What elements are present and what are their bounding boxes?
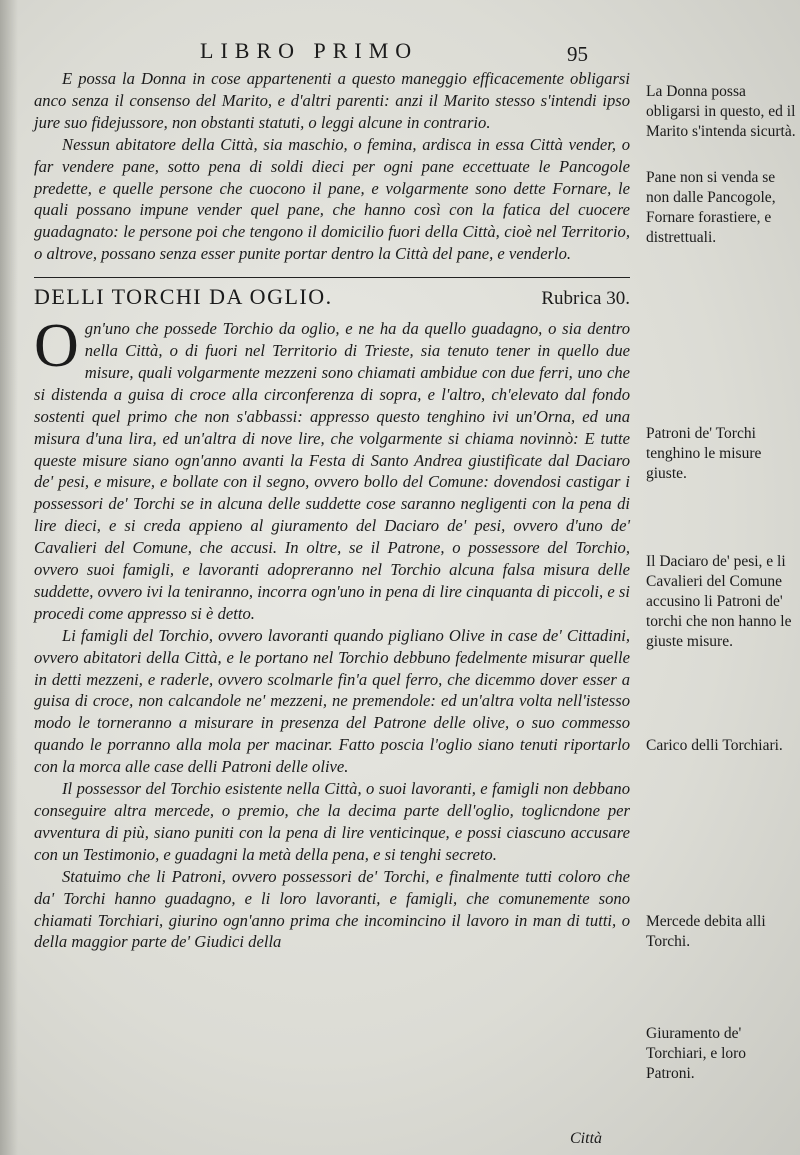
sidenote: Carico delli Torchiari. xyxy=(646,737,783,754)
page-number: 95 xyxy=(567,42,588,66)
rubric-number: Rubrica 30. xyxy=(541,288,630,310)
sidenote: Mercede debita alli Torchi. xyxy=(646,913,766,950)
rubric-heading xyxy=(34,286,630,310)
rubric-first-paragraph xyxy=(34,312,630,625)
sidenote: Giuramento de' Torchiari, e loro Patroni. xyxy=(646,1025,747,1082)
catchword: Città xyxy=(570,1130,603,1147)
paragraph: Il possessor del Torchio esistente nella Città, o suoi lavoranti, e famigli non debbano conseguire altra mercede, o premio, che la decima parte dell'oglio, toglicndone per avventura di più, siano puniti con la pena di lire venticinque, e possi ciascuno accusare con un Testimonio, e guadagni la metà della pena, e si tenghi secreto. xyxy=(34,779,630,864)
sidenote: Patroni de' Torchi tenghino le misure giuste. xyxy=(646,425,762,482)
rubric-title: DELLI TORCHI DA OGLIO. xyxy=(34,284,333,310)
sidenote: Il Daciaro de' pesi, e li Cavalieri del Comune accusino li Patroni de' torchi che non hanno le giuste misure. xyxy=(646,553,792,650)
paragraph: Nessun abitatore della Città, sia maschio, o femina, ardisca in essa Città vender, o far vendere pane, sotto pena di soldi dieci per ogni pane eccettuate le Pancogole predette, e quelle persone che cuocono il pane, e volgarmente sono dette Fornare, le quali possano impune vender quel pane, che hanno così con la fatica del cuocere guadagnato: le persone poi che tengono il domicilio fuori della Città, cioè nel Territorio, o altrove, possano senza esser punite portar dentro la Città del pane, e venderlo. xyxy=(34,134,630,264)
paragraph: Li famigli del Torchio, ovvero lavoranti quando pigliano Olive in case de' Cittadini, ovvero abitatori della Città, e le portano nel Torchio debbuno fedelmente misurar quelle in detti mezzeni, e raderle, ovvero scolmarle fin'a quel ferro, che dicemmo dover esser a guisa di croce, non calcandole ne' mezzeni, ne premendole: ed un'altra volta nell'istesso modo le torneranno a misurare in presenza del Patrone delle olive, o suo commesso quando le porranno alla mola per macinar. Fatto poscia l'oglio siano tenuti riportarlo con la morca alle case delli Patroni delle olive. xyxy=(34,625,630,777)
section-divider xyxy=(34,277,630,278)
sidenote: Pane non si venda se non dalle Pancogole, Fornare forastiere, e distrettuali. xyxy=(646,169,776,246)
paragraph: Statuimo che li Patroni, ovvero possessori de' Torchi, e finalmente tutti coloro che da' Torchi hanno guadagno, e li loro lavoranti, e famigli, che comunemente sono chiamati Torchiari, giurino ogn'anno prima che incomincino il lavoro in man di tutti, o della maggior parte de' Giudici della xyxy=(34,866,630,952)
main-text-column xyxy=(34,68,630,953)
page-gutter-shadow xyxy=(0,0,18,1155)
paragraph: E possa la Donna in cose appartenenti a questo maneggio efficacemente obligarsi anco senza il consenso del Marito, e d'altri parenti: anzi il Marito stesso s'intendi ipso jure suo fidejussore, non obstanti statuti, o leggi alcune in contrario. xyxy=(34,69,630,132)
running-header: LIBRO PRIMO xyxy=(200,38,419,63)
sidenote: La Donna possa obligarsi in questo, ed il Marito s'intenda sicurtà. xyxy=(646,83,796,140)
drop-cap: O xyxy=(34,312,79,381)
paragraph-text: gn'uno che possede Torchio da oglio, e ne ha da quello guadagno, o sia dentro nella Città, o di fuori nel Territorio di Trieste, sia tenuto tener in quello due misure, quali volgarmente mezzeni sono chiamati ambidue con due ferri, uno che si distenda a guisa di croce alla circonferenza di sopra, e l'altro, ch'elevato dal fondo sostenti quel primo che non s'abbassi: appresso questo tenghino ivi un'Orna, ed una misura d'una lira, ed un'altra di nove lire, che volgarmente si chiama novinnò: E tutte queste misure siano ogn'anno avanti la Festa di Santo Andrea giustificate dal Daciaro de' pesi, e misure, e bollate con il segno, ovvero bollo del Comune: dovendosi castigar i possessori de' Torchi se in alcuna delle suddette cose saranno negligenti con la pena di lire dieci, e si creda appieno al giuramento del Daciaro de' pesi, ovvero d'uno de' Cavalieri del Comune, che accusi. In oltre, se il Patrone, o possessore del Torchio, ovvero suoi famigli, e lavoranti adopreranno nel Torchio alcuna falsa misura delle suddette, ovvero ivi la teniranno, incorra ogn'uno in pena di lire cinquanta di piccoli, e si procedi come appresso si è detto. xyxy=(34,319,630,623)
